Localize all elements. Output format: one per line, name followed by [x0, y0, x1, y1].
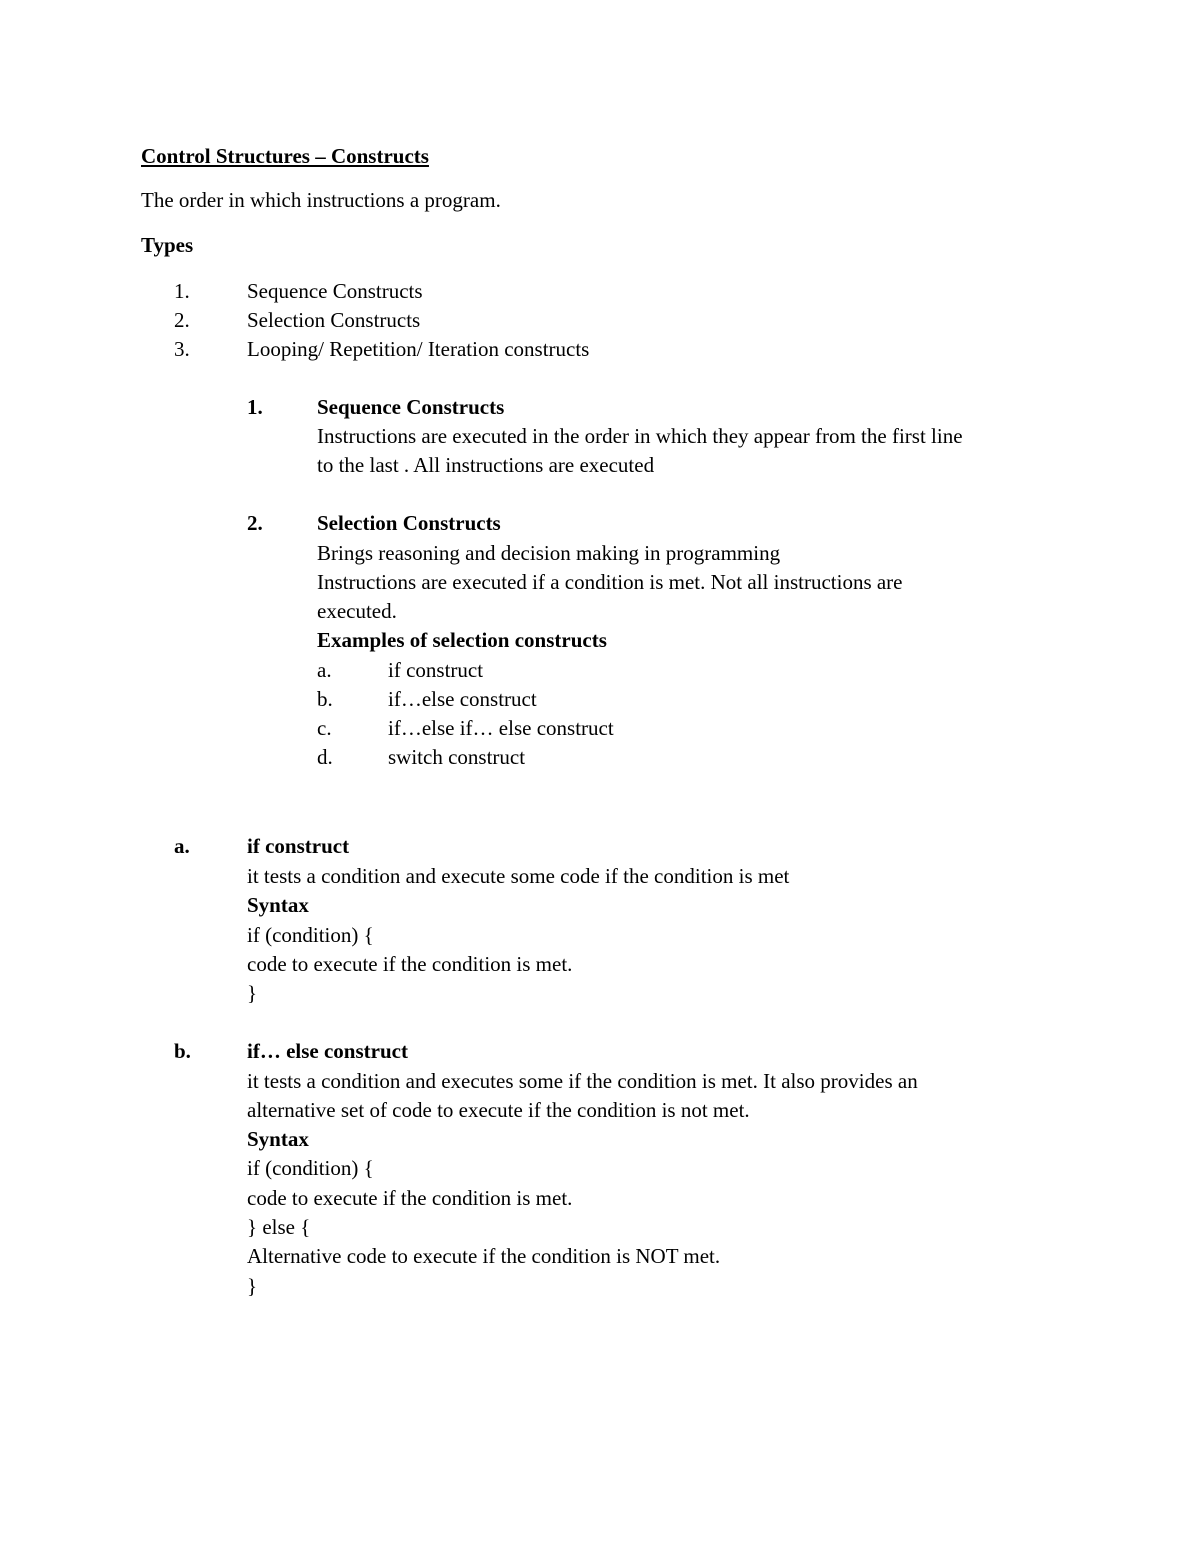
example-item: if…else if… else construct: [388, 716, 614, 740]
if-else-description-line: alternative set of code to execute if the condition is not met.: [247, 1098, 750, 1122]
sequence-section-heading: Sequence Constructs: [317, 395, 505, 419]
if-construct-letter: a.: [174, 834, 190, 858]
selection-description-line: Brings reasoning and decision making in programming: [317, 541, 781, 565]
sequence-section-number: 1.: [247, 395, 263, 419]
if-else-code-line: } else {: [247, 1215, 311, 1239]
selection-section-heading: Selection Constructs: [317, 511, 501, 535]
types-heading: Types: [141, 233, 194, 257]
if-code-line: }: [247, 981, 258, 1005]
types-item: Sequence Constructs: [247, 279, 423, 303]
example-item: if construct: [388, 658, 484, 682]
example-item-letter: d.: [317, 745, 333, 769]
types-item-number: 2.: [174, 308, 190, 332]
if-construct-description: it tests a condition and execute some code if the condition is met: [247, 864, 790, 888]
selection-section-number: 2.: [247, 511, 263, 535]
if-else-description-line: it tests a condition and executes some if the condition is met. It also provides an: [247, 1069, 918, 1093]
types-item-number: 3.: [174, 337, 190, 361]
if-else-code-line: }: [247, 1274, 258, 1298]
if-else-construct-heading: if… else construct: [247, 1039, 408, 1063]
if-construct-heading: if construct: [247, 834, 350, 858]
types-item-number: 1.: [174, 279, 190, 303]
types-item: Selection Constructs: [247, 308, 421, 332]
example-item-letter: c.: [317, 716, 332, 740]
selection-description-line: Instructions are executed if a condition is met. Not all instructions are: [317, 570, 903, 594]
example-item: switch construct: [388, 745, 526, 769]
sequence-description-line: to the last . All instructions are executed: [317, 453, 655, 477]
intro-text: The order in which instructions a program.: [141, 188, 501, 212]
example-item-letter: a.: [317, 658, 332, 682]
if-else-code-line: Alternative code to execute if the condition is NOT met.: [247, 1244, 721, 1268]
types-item: Looping/ Repetition/ Iteration constructs: [247, 337, 590, 361]
if-code-line: code to execute if the condition is met.: [247, 952, 573, 976]
if-else-code-line: code to execute if the condition is met.: [247, 1186, 573, 1210]
if-code-line: if (condition) {: [247, 923, 374, 947]
if-syntax-label: Syntax: [247, 893, 309, 917]
selection-description-line: executed.: [317, 599, 397, 623]
examples-heading: Examples of selection constructs: [317, 628, 607, 652]
if-else-syntax-label: Syntax: [247, 1127, 309, 1151]
sequence-description-line: Instructions are executed in the order in which they appear from the first line: [317, 424, 963, 448]
if-else-code-line: if (condition) {: [247, 1156, 374, 1180]
example-item-letter: b.: [317, 687, 333, 711]
example-item: if…else construct: [388, 687, 537, 711]
if-else-construct-letter: b.: [174, 1039, 191, 1063]
document-title: Control Structures – Constructs: [141, 144, 429, 168]
